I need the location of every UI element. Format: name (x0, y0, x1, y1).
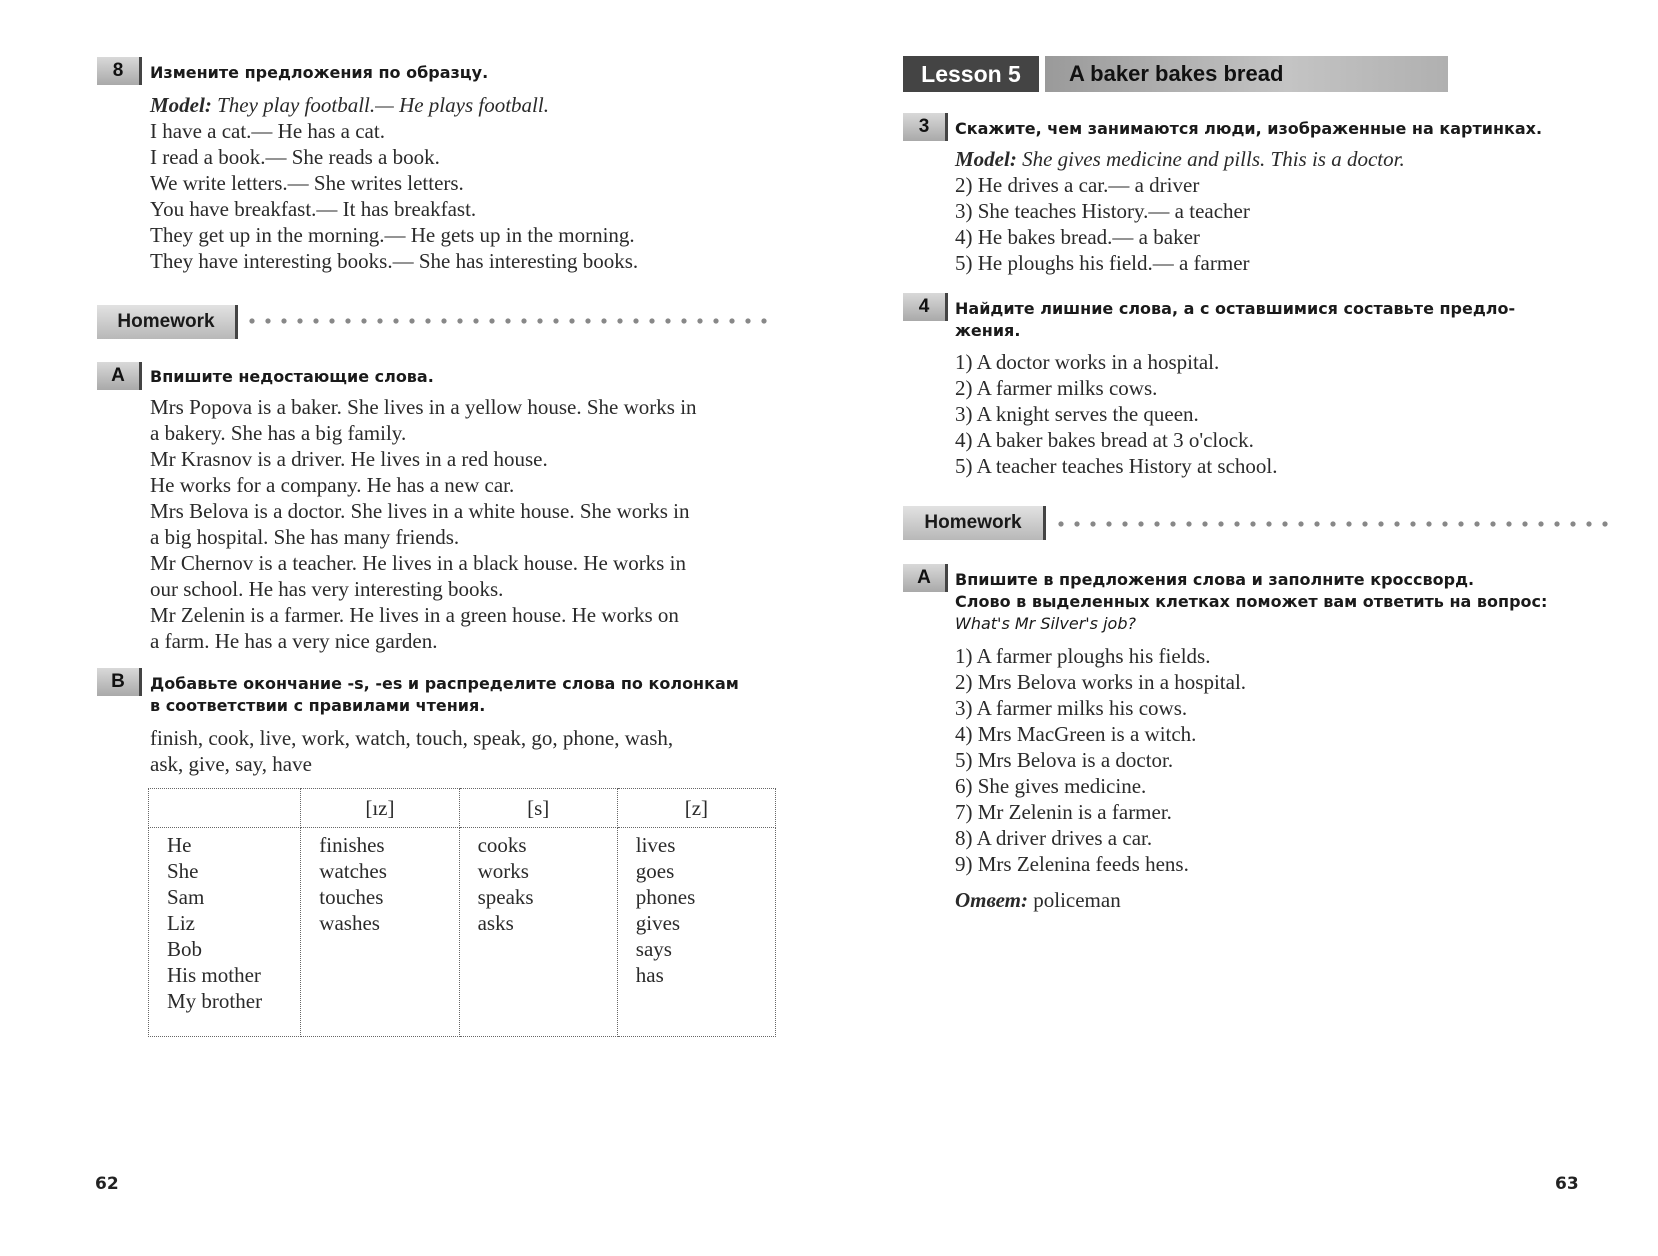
list-item: 5) He ploughs his field.— a farmer (955, 251, 1250, 275)
exercise-8-body (150, 92, 638, 274)
exercise-8-title: Измените предложения по образцу. (150, 63, 489, 82)
exercise-a-title (955, 569, 1547, 635)
list-item: 8) A driver drives a car. (955, 826, 1153, 850)
model-line (150, 92, 638, 118)
s-column (459, 828, 617, 1037)
list-item: 3) A farmer milks his cows. (955, 696, 1188, 720)
z-column (617, 828, 775, 1037)
iz-cell: watches (319, 859, 387, 883)
list-item: 4) Mrs MacGreen is a witch. (955, 722, 1197, 746)
title-line: Добавьте окончание -s, -es и распределите слова по колонкам (150, 674, 739, 693)
iz-cell: washes (319, 911, 380, 935)
list-item: 4) He bakes bread.— a baker (955, 225, 1200, 249)
title-line: жения. (955, 321, 1021, 340)
model-text: She gives medicine and pills. This is a doctor. (1022, 147, 1405, 171)
list-item: 9) Mrs Zelenina feeds hens. (955, 852, 1189, 876)
z-cell: phones (635, 885, 696, 909)
s-cell: works (477, 859, 529, 883)
subject-cell: Bob (167, 937, 203, 961)
exercise-b-tag: B (97, 668, 142, 696)
sentence-line: I read a book.— She reads a book. (150, 145, 440, 169)
z-cell: gives (635, 911, 681, 935)
list-item: 2) He drives a car.— a driver (955, 173, 1200, 197)
iz-column (301, 828, 459, 1037)
lesson-title: A baker bakes bread (1045, 56, 1448, 92)
exercise-b-words (150, 725, 673, 777)
title-line: Слово в выделенных клетках поможет вам ответить на вопрос: (955, 592, 1548, 611)
subject-cell: He (167, 833, 192, 857)
sound-table (148, 788, 776, 1037)
z-cell: has (635, 963, 664, 987)
subject-cell: Sam (167, 885, 205, 909)
list-item: 3) A knight serves the queen. (955, 402, 1199, 426)
sentence-line: You have breakfast.— It has breakfast. (150, 197, 477, 221)
exercise-b-title (150, 673, 739, 717)
subject-cell: My brother (167, 989, 263, 1013)
homework-dotted-rule (1053, 521, 1613, 527)
list-item: 2) Mrs Belova works in a hospital. (955, 670, 1247, 694)
model-label: Model: (955, 147, 1017, 171)
right-page (829, 0, 1658, 1256)
z-cell: lives (635, 833, 676, 857)
list-item: 1) A doctor works in a hospital. (955, 350, 1220, 374)
header-cell-s: [s] (459, 789, 617, 828)
list-item: 3) She teaches History.— a teacher (955, 199, 1250, 223)
subject-cell: His mother (167, 963, 261, 987)
subject-cell: Liz (167, 911, 195, 935)
model-line (955, 146, 1405, 172)
sentence-line: They get up in the morning.— He gets up in the morning. (150, 223, 635, 247)
s-cell: asks (477, 911, 514, 935)
answer-text: policeman (1033, 888, 1121, 912)
header-cell (149, 789, 301, 828)
exercise-4-title (955, 298, 1515, 342)
model-text: They play football.— He plays football. (217, 93, 549, 117)
table-body-row (149, 828, 776, 1037)
list-item: 6) She gives medicine. (955, 774, 1147, 798)
words-line: ask, give, say, have (150, 752, 312, 776)
list-item: 7) Mr Zelenin is a farmer. (955, 800, 1172, 824)
list-item: 5) Mrs Belova is a doctor. (955, 748, 1174, 772)
model-label: Model: (150, 93, 212, 117)
header-cell-z: [z] (617, 789, 775, 828)
exercise-3-title: Скажите, чем занимаются люди, изображенные на картинках. (955, 119, 1543, 138)
z-cell: says (635, 937, 672, 961)
exercise-a-body (150, 394, 697, 654)
exercise-4-body (955, 349, 1277, 479)
list-item: 1) A farmer ploughs his fields. (955, 644, 1211, 668)
z-cell: goes (635, 859, 675, 883)
table-header-row (149, 789, 776, 828)
exercise-a-body (955, 643, 1246, 913)
text-line: Mrs Belova is a doctor. She lives in a white house. She works in (150, 499, 690, 523)
homework-dotted-rule (244, 318, 776, 324)
s-cell: cooks (477, 833, 527, 857)
question-line: What's Mr Silver's job? (955, 614, 1136, 633)
homework-tab: Homework (97, 305, 238, 339)
homework-tab: Homework (903, 506, 1046, 540)
s-cell: speaks (477, 885, 534, 909)
text-line: Mr Zelenin is a farmer. He lives in a green house. He works on (150, 603, 679, 627)
title-line: Впишите в предложения слова и заполните кроссворд. (955, 570, 1475, 589)
exercise-8-tag: 8 (97, 57, 142, 85)
list-item: 2) A farmer milks cows. (955, 376, 1158, 400)
iz-cell: touches (319, 885, 384, 909)
iz-cell: finishes (319, 833, 385, 857)
title-line: в соответствии с правилами чтения. (150, 696, 486, 715)
text-line: a bakery. She has a big family. (150, 421, 407, 445)
exercise-a-tag: A (903, 564, 948, 592)
text-line: Mr Krasnov is a driver. He lives in a red house. (150, 447, 548, 471)
sentence-line: They have interesting books.— She has interesting books. (150, 249, 639, 273)
header-cell-iz: [ız] (301, 789, 459, 828)
sentence-line: We write letters.— She writes letters. (150, 171, 464, 195)
sentence-line: I have a cat.— He has a cat. (150, 119, 385, 143)
text-line: a farm. He has a very nice garden. (150, 629, 438, 653)
page-number: 62 (95, 1174, 119, 1194)
subject-cell: She (167, 859, 199, 883)
exercise-a-title: Впишите недостающие слова. (150, 367, 434, 386)
text-line: He works for a company. He has a new car. (150, 473, 515, 497)
exercise-4-tag: 4 (903, 293, 948, 321)
exercise-a-tag: A (97, 362, 142, 390)
list-item: 5) A teacher teaches History at school. (955, 454, 1278, 478)
lesson-number-box: Lesson 5 (903, 56, 1039, 92)
text-line: Mr Chernov is a teacher. He lives in a black house. He works in (150, 551, 686, 575)
exercise-3-body (955, 146, 1405, 276)
answer-label: Ответ: (955, 888, 1028, 912)
title-line: Найдите лишние слова, а с оставшимися составьте предло- (955, 299, 1516, 318)
answer-line (955, 887, 1246, 913)
text-line: our school. He has very interesting books. (150, 577, 504, 601)
subjects-column (149, 828, 301, 1037)
text-line: a big hospital. She has many friends. (150, 525, 460, 549)
text-line: Mrs Popova is a baker. She lives in a yellow house. She works in (150, 395, 697, 419)
page-number: 63 (1555, 1174, 1579, 1194)
words-line: finish, cook, live, work, watch, touch, speak, go, phone, wash, (150, 726, 674, 750)
list-item: 4) A baker bakes bread at 3 o'clock. (955, 428, 1254, 452)
exercise-3-tag: 3 (903, 113, 948, 141)
